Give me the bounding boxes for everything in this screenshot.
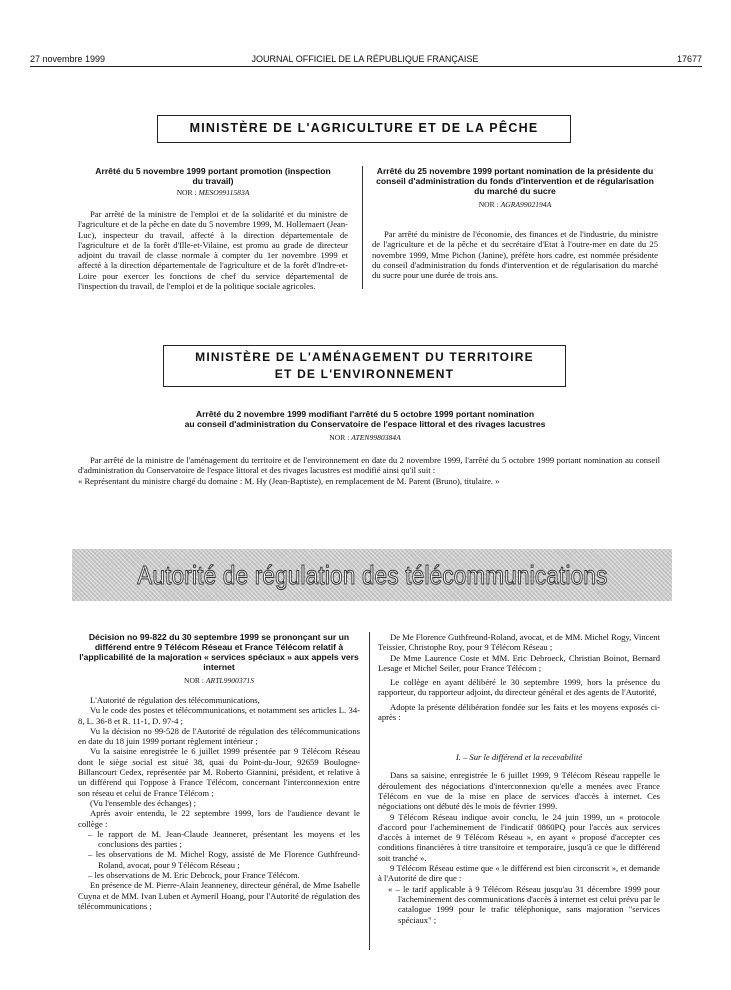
decision-left-column xyxy=(78,632,360,911)
paragraph: De Mme Laurence Coste et MM. Eric Debroeck, Christian Boinot, Bernard Lesage et Michel Seiler, pour France Télécom ; xyxy=(378,652,660,673)
paragraph: (Vu l'ensemble des échanges) ; xyxy=(90,797,197,808)
arrete-conservatoire-title: Arrêté du 2 novembre 1999 modifiant l'arrêté du 5 octobre 1999 portant nomination au conseil d'administration du Conservatoire de l'espace littoral et des rivages lacustres xyxy=(184,409,546,429)
header-journal: JOURNAL OFFICIEL DE LA RÉPUBLIQUE FRANÇAISE xyxy=(251,54,479,64)
decision-right-column xyxy=(378,632,660,925)
paragraph: L'Autorité de régulation des télécommunications, xyxy=(90,695,260,705)
decision-left-body xyxy=(78,695,360,911)
decision-title: Décision no 99-822 du 30 septembre 1999 se prononçant sur un différend entre 9 Télécom Réseau et France Télécom relatif à l'applicabilité de la majoration « services spéciaux » aux appels vers internet xyxy=(79,632,359,672)
decision-right-body-2 xyxy=(378,770,660,924)
section-banner-arcep: Autorité de régulation des télécommunications xyxy=(72,549,672,601)
column-divider xyxy=(369,632,370,950)
paragraph: En présence de M. Pierre-Alain Jeanneney, directeur général, de Mme Isabelle Cuyna et de MM. Ivan Luben et Aymeril Hoang, pour l'Autorité de régulation des télécommunications ; xyxy=(78,880,360,911)
list-item: – les observations de M. Eric Debrock, pour France Télécom. xyxy=(88,870,300,881)
paragraph: 9 Télécom Réseau indique avoir conclu, le 24 juin 1999, un « protocole d'accord pour l'acheminement de l'indicatif 0860PQ pour l'accès aux services d'accès à internet de 9 Télécom Réseau », en ayant « proposé d'accepter ces conditions financières à titre transitoire et temporaire, jusqu'à ce que le différend soit tranché ». xyxy=(378,811,660,863)
arrete-nomination-sucre-nor: NOR : AGRA9902194A xyxy=(478,200,552,209)
arrete-nomination-sucre-title: Arrêté du 25 novembre 1999 portant nomination de la présidente du conseil d'administration du fonds d'intervention et de régularisation du marché du sucre xyxy=(376,166,654,196)
header-date: 27 novembre 1999 xyxy=(30,54,106,64)
arrete-promotion-title: Arrêté du 5 novembre 1999 portant promotion (inspection du travail) xyxy=(95,166,331,186)
section-title-agriculture: MINISTÈRE DE L'AGRICULTURE ET DE LA PÊCHE xyxy=(157,115,571,143)
paragraph: Vu la décision no 99-528 de l'Autorité de régulation des télécommunications en date du 18 juin 1999 portant règlement intérieur ; xyxy=(78,725,360,747)
paragraph: Vu la saisine enregistrée le 6 juillet 1999 présentée par 9 Télécom Réseau dont le siège social est situé 38, quai du Point-du-Jour, 92659 Boulogne-Billancourt Cedex, représentée par M. Roberto Giannini, président, et relative à un différend qui l'oppose à France Télécom, concernant l'interconnexion entre son réseau et celui de France Télécom ; xyxy=(78,746,360,798)
header-rule xyxy=(30,66,702,67)
section-heading: I. – Sur le différend et la recevabilité xyxy=(455,752,583,763)
decision-nor: NOR : ARTL9900371S xyxy=(183,676,255,685)
nor-code: ARTL9900371S xyxy=(205,676,255,685)
section-title-amenagement: MINISTÈRE DE L'AMÉNAGEMENT DU TERRITOIRE ET DE L'ENVIRONNEMENT xyxy=(163,345,566,387)
arrete-conservatoire-body: Par arrêté de la ministre de l'aménagement du territoire et de l'environnement en date du 2 novembre 1999, l'arrêté du 5 octobre 1999 portant nomination au conseil d'administration du Conservatoire de l'espace littoral et des rivages lacustres est modifié ainsi qu'il suit : « Représentant du ministre chargé du domaine : M. Hy (Jean-Baptiste), en remplacement de M. Parent (Bruno), titulaire. » xyxy=(78,455,660,486)
paragraph: Adopte la présente délibération fondée sur les faits et les moyens exposés ci-après : xyxy=(378,701,660,723)
list-item: – les observations de M. Michel Rogy, assisté de Me Florence Guthfreund-Roland, avocat, pour 9 Télécom Réseau ; xyxy=(88,849,360,870)
decision-right-body xyxy=(378,632,660,722)
paragraph: Après avoir entendu, le 22 septembre 1999, lors de l'audience devant le collège : xyxy=(78,808,360,829)
paragraph: 9 Télécom Réseau estime que « le différend est bien circonscrit », et demande à l'Autorité de dire que : xyxy=(378,863,660,884)
arrete-promotion xyxy=(78,166,348,291)
arrete-promotion-body: Par arrêté de la ministre de l'emploi et de la solidarité et du ministre de l'agriculture et de la pêche en date du 5 novembre 1999, M. Hollemaert (Jean-Luc), inspecteur du travail, affecté à la direction départementale de l'agriculture et de la forêt d'Ille-et-Vilaine, est promu au grade de directeur adjoint du travail de classe normale à compter du 1er novembre 1999 et affecté à la direction départementale de l'agriculture et de la forêt d'Indre-et-Loire pour exercer les fonctions de chef du service départemental de l'inspection du travail, de l'emploi et de la politique sociale agricoles. xyxy=(78,209,348,292)
nor-code: MESO9911583A xyxy=(198,188,250,197)
paragraph: Dans sa saisine, enregistrée le 6 juillet 1999, 9 Télécom Réseau rappelle le déroulement des négociations d'interconnexion qu'elle a menées avec France Télécom en vue de la mise en place de services d'accès à internet. Ces négociations ont débuté dès le mois de février 1999. xyxy=(378,770,660,812)
nor-code: ATEN9980384A xyxy=(351,433,401,442)
arrete-promotion-nor: NOR : MESO9911583A xyxy=(176,188,250,197)
arrete-nomination-sucre-body: Par arrêté du ministre de l'économie, des finances et de l'industrie, du ministre de l'agriculture et de la pêche et du secrétaire d'Etat à l'outre-mer en date du 25 novembre 1999, Mme Pichon (Janine), préfète hors cadre, est nommée présidente du conseil d'administration du fonds d'intervention et de régularisation du marché du sucre pour une durée de trois ans. xyxy=(372,229,658,281)
paragraph: De Me Florence Guthfreund-Roland, avocat, et de MM. Michel Rogy, Vincent Teissier, Christophe Roy, pour 9 Télécom Réseau ; xyxy=(378,632,660,653)
header-page-number: 17677 xyxy=(676,54,702,64)
column-divider xyxy=(362,166,363,289)
list-item: – le rapport de M. Jean-Claude Jeanneret, présentant les moyens et les conclusions des parties ; xyxy=(88,828,360,850)
arrete-conservatoire-nor: NOR : ATEN9980384A xyxy=(329,433,401,442)
arrete-nomination-sucre xyxy=(372,166,658,280)
paragraph: Vu le code des postes et télécommunications, et notamment ses articles L. 34-8, L. 36-8 et R. 11-1, D. 97-4 ; xyxy=(78,705,360,726)
paragraph: Le collège en ayant délibéré le 30 septembre 1999, hors la présence du rapporteur, du rapporteur adjoint, du directeur général et des agents de l'Autorité, xyxy=(378,677,660,698)
list-item: « – le tarif applicable à 9 Télécom Réseau jusqu'au 31 décembre 1999 pour l'acheminement des communications d'accès à internet est celui prévu par le catalogue 1999 pour le trafic téléphonique, sans majoration "services spéciaux" ; xyxy=(388,883,660,925)
nor-code: AGRA9902194A xyxy=(500,200,552,209)
